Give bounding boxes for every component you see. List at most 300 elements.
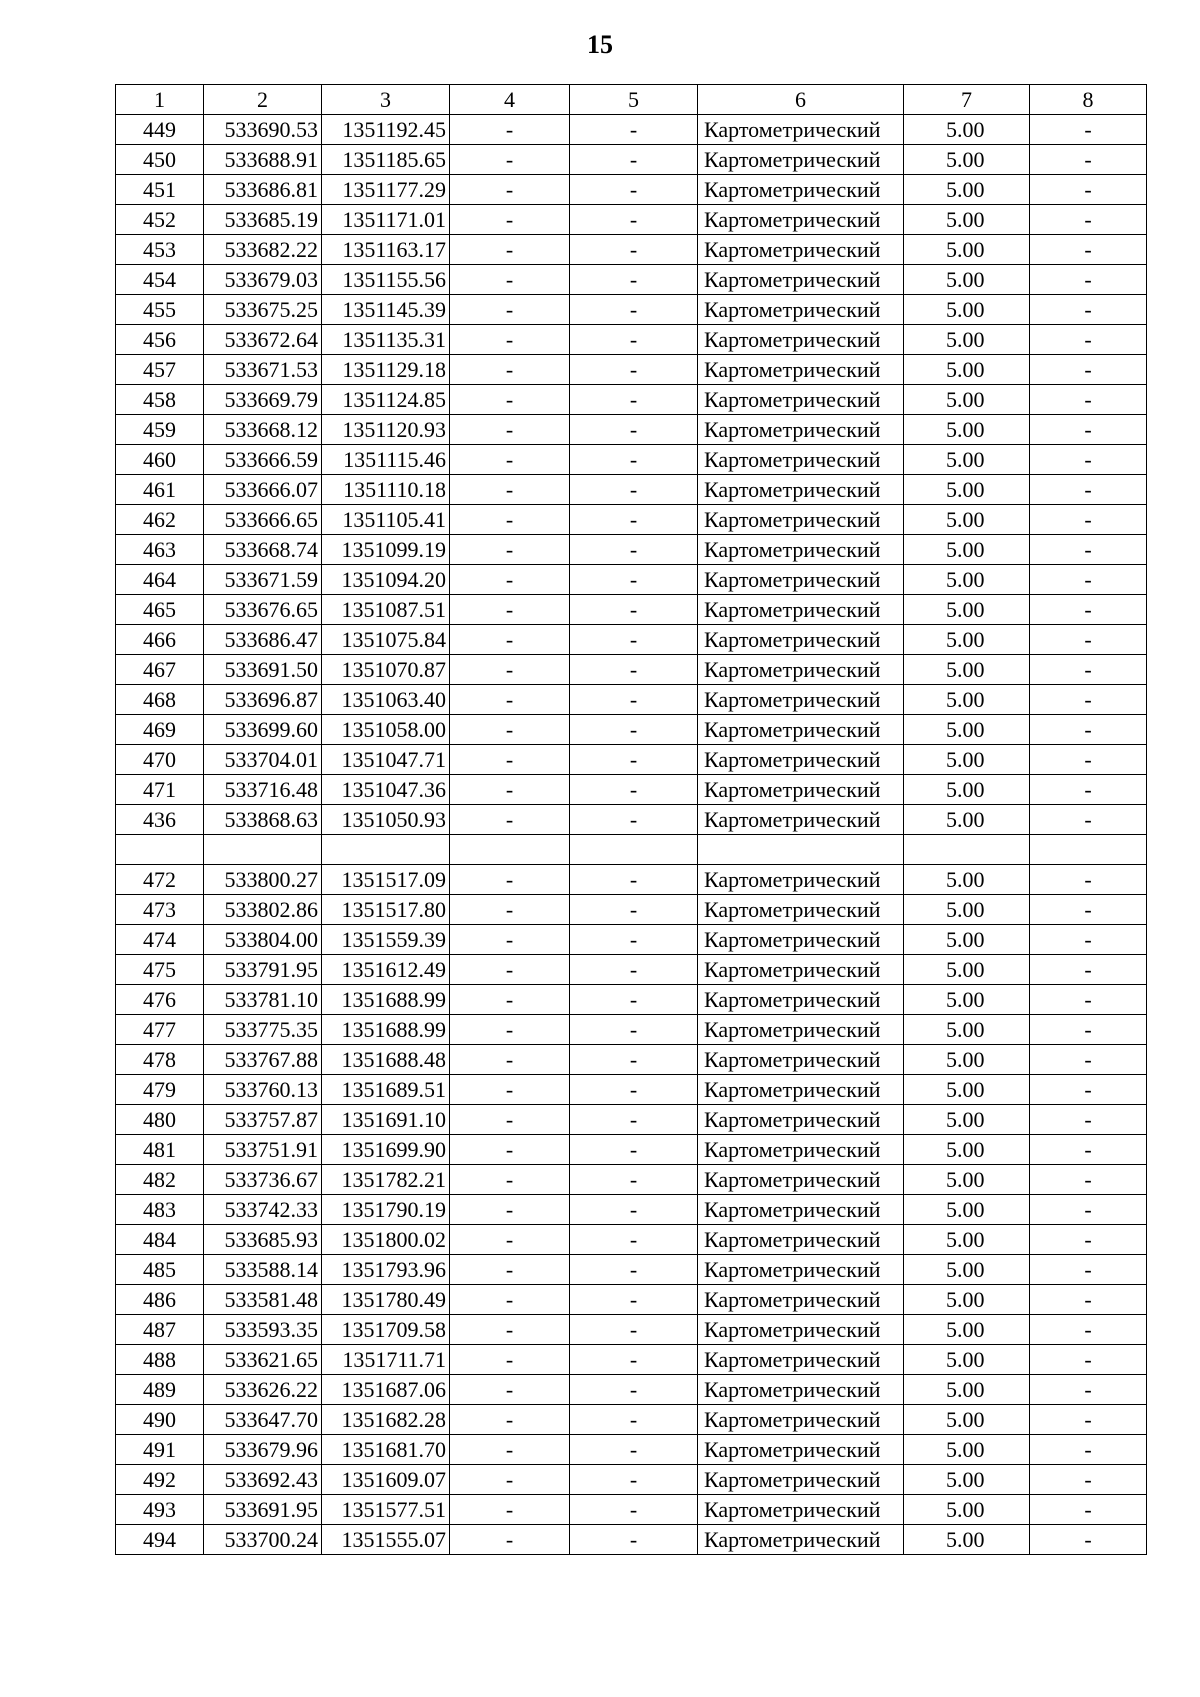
table-row bbox=[116, 295, 1147, 325]
cell-col-8: - bbox=[1030, 145, 1147, 175]
cell-point-number: 479 bbox=[116, 1075, 204, 1105]
cell-y-coordinate: 1351688.99 bbox=[322, 1015, 450, 1045]
cell-method: Картометрический bbox=[698, 685, 904, 715]
cell-y-coordinate: 1351793.96 bbox=[322, 1255, 450, 1285]
cell-accuracy: 5.00 bbox=[904, 235, 1030, 265]
cell-col-4: - bbox=[450, 1525, 570, 1555]
cell-col-4: - bbox=[450, 295, 570, 325]
page-number: 15 bbox=[587, 30, 613, 59]
table-row bbox=[116, 715, 1147, 745]
cell-col-8: - bbox=[1030, 715, 1147, 745]
cell-col-8: - bbox=[1030, 235, 1147, 265]
table-row bbox=[116, 1105, 1147, 1135]
cell-x-coordinate: 533800.27 bbox=[204, 865, 322, 895]
cell-method: Картометрический bbox=[698, 1165, 904, 1195]
cell-y-coordinate: 1351687.06 bbox=[322, 1375, 450, 1405]
cell-col-8: - bbox=[1030, 295, 1147, 325]
cell-accuracy: 5.00 bbox=[904, 205, 1030, 235]
cell-y-coordinate: 1351075.84 bbox=[322, 625, 450, 655]
cell-point-number: 471 bbox=[116, 775, 204, 805]
cell-method: Картометрический bbox=[698, 145, 904, 175]
cell-accuracy: 5.00 bbox=[904, 565, 1030, 595]
cell-accuracy: 5.00 bbox=[904, 925, 1030, 955]
cell-point-number: 458 bbox=[116, 385, 204, 415]
cell-accuracy: 5.00 bbox=[904, 295, 1030, 325]
cell-col-4: - bbox=[450, 145, 570, 175]
cell-col-8: - bbox=[1030, 1285, 1147, 1315]
cell-col-5: - bbox=[570, 1165, 698, 1195]
table-row bbox=[116, 385, 1147, 415]
cell-method: Картометрический bbox=[698, 865, 904, 895]
cell-y-coordinate: 1351709.58 bbox=[322, 1315, 450, 1345]
cell-x-coordinate: 533679.03 bbox=[204, 265, 322, 295]
cell-y-coordinate: 1351047.36 bbox=[322, 775, 450, 805]
cell-col-8: - bbox=[1030, 385, 1147, 415]
cell-method: Картометрический bbox=[698, 1015, 904, 1045]
cell-col-5: - bbox=[570, 775, 698, 805]
table-header-row bbox=[116, 85, 1147, 115]
cell-col-8: - bbox=[1030, 655, 1147, 685]
cell-point-number: 455 bbox=[116, 295, 204, 325]
cell-col-8: - bbox=[1030, 505, 1147, 535]
cell-point-number: 436 bbox=[116, 805, 204, 835]
cell-col-4: - bbox=[450, 1465, 570, 1495]
cell-accuracy: 5.00 bbox=[904, 655, 1030, 685]
cell-col-5: - bbox=[570, 1135, 698, 1165]
table-row bbox=[116, 625, 1147, 655]
cell-accuracy: 5.00 bbox=[904, 415, 1030, 445]
cell-x-coordinate: 533804.00 bbox=[204, 925, 322, 955]
cell-method: Картометрический bbox=[698, 1045, 904, 1075]
cell-col-5: - bbox=[570, 1435, 698, 1465]
cell-col-4: - bbox=[450, 895, 570, 925]
cell-point-number: 457 bbox=[116, 355, 204, 385]
cell-col-4: - bbox=[450, 865, 570, 895]
cell-x-coordinate: 533679.96 bbox=[204, 1435, 322, 1465]
cell-col-4: - bbox=[450, 1255, 570, 1285]
cell-col-5: - bbox=[570, 445, 698, 475]
cell-point-number: 464 bbox=[116, 565, 204, 595]
cell-y-coordinate: 1351780.49 bbox=[322, 1285, 450, 1315]
cell-col-4: - bbox=[450, 1495, 570, 1525]
table-row bbox=[116, 1465, 1147, 1495]
cell-col-4: - bbox=[450, 805, 570, 835]
cell-col-8: - bbox=[1030, 775, 1147, 805]
cell-point-number: 474 bbox=[116, 925, 204, 955]
cell-y-coordinate: 1351609.07 bbox=[322, 1465, 450, 1495]
cell-col-8: - bbox=[1030, 565, 1147, 595]
cell-col-5: - bbox=[570, 745, 698, 775]
cell-col-8: - bbox=[1030, 1375, 1147, 1405]
cell-accuracy: 5.00 bbox=[904, 1315, 1030, 1345]
cell-col-8: - bbox=[1030, 955, 1147, 985]
table-row bbox=[116, 1375, 1147, 1405]
table-row bbox=[116, 655, 1147, 685]
cell-x-coordinate: 533699.60 bbox=[204, 715, 322, 745]
table-row bbox=[116, 1135, 1147, 1165]
cell-col-5: - bbox=[570, 1195, 698, 1225]
cell-method: Картометрический bbox=[698, 355, 904, 385]
table-row bbox=[116, 595, 1147, 625]
cell-x-coordinate: 533781.10 bbox=[204, 985, 322, 1015]
cell-col-8: - bbox=[1030, 175, 1147, 205]
cell-point-number: 466 bbox=[116, 625, 204, 655]
cell-col-5: - bbox=[570, 265, 698, 295]
column-header-6: 6 bbox=[698, 85, 904, 115]
cell-point-number: 493 bbox=[116, 1495, 204, 1525]
cell-method: Картометрический bbox=[698, 1405, 904, 1435]
cell-y-coordinate: 1351517.80 bbox=[322, 895, 450, 925]
cell-method: Картометрический bbox=[698, 1315, 904, 1345]
column-header-5: 5 bbox=[570, 85, 698, 115]
cell-method: Картометрический bbox=[698, 895, 904, 925]
cell-point-number: 481 bbox=[116, 1135, 204, 1165]
cell-x-coordinate: 533588.14 bbox=[204, 1255, 322, 1285]
cell-col-8: - bbox=[1030, 445, 1147, 475]
cell-col-5: - bbox=[570, 1285, 698, 1315]
table-row bbox=[116, 565, 1147, 595]
cell-col-8: - bbox=[1030, 625, 1147, 655]
cell-y-coordinate: 1351782.21 bbox=[322, 1165, 450, 1195]
cell-col-4: - bbox=[450, 655, 570, 685]
cell-accuracy bbox=[904, 835, 1030, 865]
cell-x-coordinate: 533581.48 bbox=[204, 1285, 322, 1315]
cell-y-coordinate: 1351577.51 bbox=[322, 1495, 450, 1525]
cell-y-coordinate: 1351050.93 bbox=[322, 805, 450, 835]
cell-x-coordinate: 533593.35 bbox=[204, 1315, 322, 1345]
cell-col-5: - bbox=[570, 1465, 698, 1495]
cell-point-number: 461 bbox=[116, 475, 204, 505]
cell-y-coordinate: 1351105.41 bbox=[322, 505, 450, 535]
cell-x-coordinate: 533685.93 bbox=[204, 1225, 322, 1255]
cell-y-coordinate bbox=[322, 835, 450, 865]
cell-col-5: - bbox=[570, 145, 698, 175]
cell-point-number: 450 bbox=[116, 145, 204, 175]
cell-col-4: - bbox=[450, 115, 570, 145]
cell-x-coordinate: 533696.87 bbox=[204, 685, 322, 715]
table-row bbox=[116, 955, 1147, 985]
cell-col-8: - bbox=[1030, 1105, 1147, 1135]
table-row bbox=[116, 1195, 1147, 1225]
cell-col-8: - bbox=[1030, 1195, 1147, 1225]
cell-col-5: - bbox=[570, 535, 698, 565]
cell-point-number: 492 bbox=[116, 1465, 204, 1495]
cell-col-5: - bbox=[570, 805, 698, 835]
table-row bbox=[116, 1045, 1147, 1075]
cell-accuracy: 5.00 bbox=[904, 1075, 1030, 1105]
cell-y-coordinate: 1351124.85 bbox=[322, 385, 450, 415]
cell-col-8 bbox=[1030, 835, 1147, 865]
cell-col-4: - bbox=[450, 775, 570, 805]
table-row bbox=[116, 1075, 1147, 1105]
table-row bbox=[116, 805, 1147, 835]
cell-col-8: - bbox=[1030, 415, 1147, 445]
cell-x-coordinate: 533671.59 bbox=[204, 565, 322, 595]
cell-col-5 bbox=[570, 835, 698, 865]
cell-x-coordinate: 533672.64 bbox=[204, 325, 322, 355]
cell-col-5: - bbox=[570, 985, 698, 1015]
cell-col-5: - bbox=[570, 1015, 698, 1045]
cell-col-5: - bbox=[570, 415, 698, 445]
cell-point-number: 476 bbox=[116, 985, 204, 1015]
cell-method: Картометрический bbox=[698, 1135, 904, 1165]
cell-y-coordinate: 1351517.09 bbox=[322, 865, 450, 895]
cell-col-8: - bbox=[1030, 1135, 1147, 1165]
cell-method: Картометрический bbox=[698, 445, 904, 475]
table-row bbox=[116, 325, 1147, 355]
cell-accuracy: 5.00 bbox=[904, 1105, 1030, 1135]
cell-method: Картометрический bbox=[698, 715, 904, 745]
cell-col-4: - bbox=[450, 1315, 570, 1345]
cell-accuracy: 5.00 bbox=[904, 1375, 1030, 1405]
cell-point-number: 456 bbox=[116, 325, 204, 355]
cell-method: Картометрический bbox=[698, 175, 904, 205]
cell-x-coordinate: 533668.12 bbox=[204, 415, 322, 445]
cell-method: Картометрический bbox=[698, 1375, 904, 1405]
cell-y-coordinate: 1351110.18 bbox=[322, 475, 450, 505]
table-row bbox=[116, 985, 1147, 1015]
cell-col-4: - bbox=[450, 235, 570, 265]
cell-y-coordinate: 1351800.02 bbox=[322, 1225, 450, 1255]
cell-x-coordinate: 533676.65 bbox=[204, 595, 322, 625]
cell-accuracy: 5.00 bbox=[904, 985, 1030, 1015]
cell-method: Картометрический bbox=[698, 1345, 904, 1375]
cell-y-coordinate: 1351682.28 bbox=[322, 1405, 450, 1435]
cell-point-number: 453 bbox=[116, 235, 204, 265]
cell-x-coordinate: 533686.47 bbox=[204, 625, 322, 655]
table-row bbox=[116, 1435, 1147, 1465]
cell-x-coordinate: 533791.95 bbox=[204, 955, 322, 985]
cell-y-coordinate: 1351115.46 bbox=[322, 445, 450, 475]
cell-col-8: - bbox=[1030, 595, 1147, 625]
cell-y-coordinate: 1351063.40 bbox=[322, 685, 450, 715]
cell-point-number: 451 bbox=[116, 175, 204, 205]
cell-col-4: - bbox=[450, 985, 570, 1015]
cell-method: Картометрический bbox=[698, 1435, 904, 1465]
cell-x-coordinate: 533751.91 bbox=[204, 1135, 322, 1165]
cell-accuracy: 5.00 bbox=[904, 1525, 1030, 1555]
cell-x-coordinate: 533742.33 bbox=[204, 1195, 322, 1225]
cell-y-coordinate: 1351047.71 bbox=[322, 745, 450, 775]
table-row bbox=[116, 1405, 1147, 1435]
cell-col-5: - bbox=[570, 1075, 698, 1105]
cell-x-coordinate: 533626.22 bbox=[204, 1375, 322, 1405]
cell-y-coordinate: 1351058.00 bbox=[322, 715, 450, 745]
cell-col-5: - bbox=[570, 865, 698, 895]
cell-accuracy: 5.00 bbox=[904, 385, 1030, 415]
cell-x-coordinate: 533700.24 bbox=[204, 1525, 322, 1555]
cell-y-coordinate: 1351612.49 bbox=[322, 955, 450, 985]
cell-col-5: - bbox=[570, 1375, 698, 1405]
column-header-4: 4 bbox=[450, 85, 570, 115]
table-row bbox=[116, 265, 1147, 295]
column-header-7: 7 bbox=[904, 85, 1030, 115]
table-row bbox=[116, 1315, 1147, 1345]
table-row bbox=[116, 1225, 1147, 1255]
table-row bbox=[116, 145, 1147, 175]
cell-col-8: - bbox=[1030, 1165, 1147, 1195]
cell-method: Картометрический bbox=[698, 955, 904, 985]
cell-accuracy: 5.00 bbox=[904, 1255, 1030, 1285]
cell-point-number: 473 bbox=[116, 895, 204, 925]
cell-col-5: - bbox=[570, 1405, 698, 1435]
cell-col-4: - bbox=[450, 1195, 570, 1225]
cell-col-5: - bbox=[570, 1345, 698, 1375]
column-header-2: 2 bbox=[204, 85, 322, 115]
cell-col-5: - bbox=[570, 1255, 698, 1285]
cell-method: Картометрический bbox=[698, 985, 904, 1015]
cell-col-4: - bbox=[450, 415, 570, 445]
cell-col-8: - bbox=[1030, 535, 1147, 565]
cell-accuracy: 5.00 bbox=[904, 475, 1030, 505]
cell-col-8: - bbox=[1030, 685, 1147, 715]
cell-y-coordinate: 1351559.39 bbox=[322, 925, 450, 955]
cell-col-5: - bbox=[570, 235, 698, 265]
cell-point-number: 470 bbox=[116, 745, 204, 775]
cell-col-5: - bbox=[570, 595, 698, 625]
cell-x-coordinate: 533671.53 bbox=[204, 355, 322, 385]
cell-method: Картометрический bbox=[698, 565, 904, 595]
cell-accuracy: 5.00 bbox=[904, 865, 1030, 895]
cell-col-5: - bbox=[570, 955, 698, 985]
cell-method bbox=[698, 835, 904, 865]
cell-col-4: - bbox=[450, 1225, 570, 1255]
cell-x-coordinate: 533767.88 bbox=[204, 1045, 322, 1075]
cell-col-4: - bbox=[450, 685, 570, 715]
cell-point-number: 454 bbox=[116, 265, 204, 295]
cell-y-coordinate: 1351087.51 bbox=[322, 595, 450, 625]
cell-method: Картометрический bbox=[698, 325, 904, 355]
cell-col-8: - bbox=[1030, 805, 1147, 835]
cell-y-coordinate: 1351688.99 bbox=[322, 985, 450, 1015]
cell-x-coordinate: 533688.91 bbox=[204, 145, 322, 175]
cell-col-5: - bbox=[570, 565, 698, 595]
table-row bbox=[116, 865, 1147, 895]
cell-method: Картометрический bbox=[698, 385, 904, 415]
cell-y-coordinate: 1351177.29 bbox=[322, 175, 450, 205]
cell-col-5: - bbox=[570, 295, 698, 325]
cell-point-number: 490 bbox=[116, 1405, 204, 1435]
cell-col-5: - bbox=[570, 625, 698, 655]
cell-col-8: - bbox=[1030, 115, 1147, 145]
cell-point-number: 467 bbox=[116, 655, 204, 685]
cell-y-coordinate: 1351691.10 bbox=[322, 1105, 450, 1135]
table-row bbox=[116, 835, 1147, 865]
cell-col-5: - bbox=[570, 115, 698, 145]
cell-col-5: - bbox=[570, 205, 698, 235]
cell-x-coordinate: 533736.67 bbox=[204, 1165, 322, 1195]
cell-accuracy: 5.00 bbox=[904, 1135, 1030, 1165]
cell-col-4: - bbox=[450, 355, 570, 385]
cell-col-4: - bbox=[450, 505, 570, 535]
cell-x-coordinate: 533666.07 bbox=[204, 475, 322, 505]
cell-accuracy: 5.00 bbox=[904, 355, 1030, 385]
cell-y-coordinate: 1351129.18 bbox=[322, 355, 450, 385]
table-row bbox=[116, 1285, 1147, 1315]
cell-x-coordinate: 533669.79 bbox=[204, 385, 322, 415]
cell-accuracy: 5.00 bbox=[904, 805, 1030, 835]
cell-x-coordinate: 533704.01 bbox=[204, 745, 322, 775]
cell-method: Картометрический bbox=[698, 1465, 904, 1495]
cell-accuracy: 5.00 bbox=[904, 1045, 1030, 1075]
cell-point-number: 483 bbox=[116, 1195, 204, 1225]
cell-col-5: - bbox=[570, 505, 698, 535]
cell-accuracy: 5.00 bbox=[904, 715, 1030, 745]
cell-accuracy: 5.00 bbox=[904, 1345, 1030, 1375]
cell-point-number: 477 bbox=[116, 1015, 204, 1045]
cell-col-5: - bbox=[570, 1045, 698, 1075]
cell-x-coordinate: 533692.43 bbox=[204, 1465, 322, 1495]
cell-point-number: 488 bbox=[116, 1345, 204, 1375]
column-header-3: 3 bbox=[322, 85, 450, 115]
cell-col-8: - bbox=[1030, 1045, 1147, 1075]
cell-method: Картометрический bbox=[698, 1075, 904, 1105]
cell-accuracy: 5.00 bbox=[904, 1285, 1030, 1315]
cell-accuracy: 5.00 bbox=[904, 1195, 1030, 1225]
cell-col-8: - bbox=[1030, 1075, 1147, 1105]
cell-col-4: - bbox=[450, 1165, 570, 1195]
table-row bbox=[116, 535, 1147, 565]
cell-method: Картометрический bbox=[698, 505, 904, 535]
cell-y-coordinate: 1351790.19 bbox=[322, 1195, 450, 1225]
cell-accuracy: 5.00 bbox=[904, 145, 1030, 175]
cell-accuracy: 5.00 bbox=[904, 955, 1030, 985]
table-row bbox=[116, 475, 1147, 505]
cell-accuracy: 5.00 bbox=[904, 115, 1030, 145]
cell-col-4: - bbox=[450, 595, 570, 625]
cell-point-number: 478 bbox=[116, 1045, 204, 1075]
cell-accuracy: 5.00 bbox=[904, 625, 1030, 655]
cell-y-coordinate: 1351094.20 bbox=[322, 565, 450, 595]
cell-col-4: - bbox=[450, 1375, 570, 1405]
coordinates-table bbox=[115, 84, 1147, 1555]
cell-col-8: - bbox=[1030, 1315, 1147, 1345]
cell-accuracy: 5.00 bbox=[904, 505, 1030, 535]
cell-col-5: - bbox=[570, 655, 698, 685]
cell-point-number: 469 bbox=[116, 715, 204, 745]
cell-x-coordinate: 533666.59 bbox=[204, 445, 322, 475]
cell-method: Картометрический bbox=[698, 115, 904, 145]
cell-point-number bbox=[116, 835, 204, 865]
cell-method: Картометрический bbox=[698, 265, 904, 295]
cell-y-coordinate: 1351681.70 bbox=[322, 1435, 450, 1465]
cell-col-4: - bbox=[450, 475, 570, 505]
cell-point-number: 449 bbox=[116, 115, 204, 145]
cell-col-5: - bbox=[570, 895, 698, 925]
cell-col-4 bbox=[450, 835, 570, 865]
cell-col-8: - bbox=[1030, 1405, 1147, 1435]
cell-x-coordinate: 533666.65 bbox=[204, 505, 322, 535]
cell-col-8: - bbox=[1030, 1465, 1147, 1495]
cell-accuracy: 5.00 bbox=[904, 175, 1030, 205]
cell-accuracy: 5.00 bbox=[904, 1015, 1030, 1045]
cell-col-4: - bbox=[450, 445, 570, 475]
cell-col-4: - bbox=[450, 565, 570, 595]
table-row bbox=[116, 775, 1147, 805]
cell-x-coordinate: 533675.25 bbox=[204, 295, 322, 325]
cell-accuracy: 5.00 bbox=[904, 265, 1030, 295]
table-row bbox=[116, 205, 1147, 235]
cell-y-coordinate: 1351135.31 bbox=[322, 325, 450, 355]
cell-col-4: - bbox=[450, 205, 570, 235]
cell-accuracy: 5.00 bbox=[904, 325, 1030, 355]
cell-col-5: - bbox=[570, 1105, 698, 1135]
cell-col-5: - bbox=[570, 355, 698, 385]
cell-accuracy: 5.00 bbox=[904, 1435, 1030, 1465]
cell-method: Картометрический bbox=[698, 475, 904, 505]
cell-col-4: - bbox=[450, 535, 570, 565]
cell-col-8: - bbox=[1030, 985, 1147, 1015]
